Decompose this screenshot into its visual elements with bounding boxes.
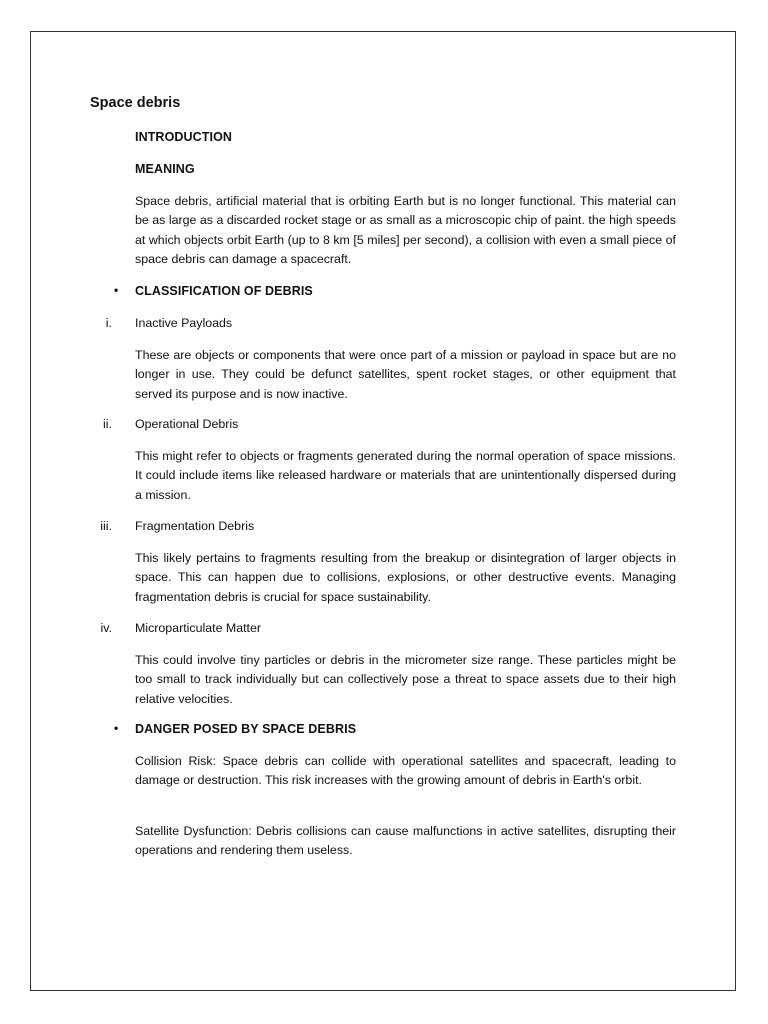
- item-label: Microparticulate Matter: [135, 621, 262, 635]
- item-numeral: iii.: [100, 519, 112, 533]
- item-label: Operational Debris: [135, 417, 239, 431]
- item-numeral: iv.: [100, 621, 112, 635]
- item-paragraph: This might refer to objects or fragments generated during the normal operation of space missions. It could include items like released hardware or materials that are unintentionally dispersed during a mission.: [135, 449, 676, 502]
- introduction-heading: INTRODUCTION: [135, 130, 233, 144]
- item-paragraph: This likely pertains to fragments resulting from the breakup or disintegration of larger objects in space. This can happen due to collisions, explosions, or other destructive events. Managing fragmentation debris is crucial for space sustainability.: [135, 551, 676, 604]
- danger-paragraph: Collision Risk: Space debris can collide with operational satellites and spacecraft, leading to damage or destruction. This risk increases with the growing amount of debris in Earth's orbit.: [135, 754, 676, 788]
- item-numeral: ii.: [103, 417, 112, 431]
- danger-bullet: •: [114, 721, 119, 735]
- classification-bullet: •: [114, 283, 119, 297]
- item-paragraph: These are objects or components that were once part of a mission or payload in space but are no longer in use. They could be defunct satellites, spent rocket stages, or other equipment that served its purpose and is now inactive.: [135, 348, 676, 401]
- item-paragraph: This could involve tiny particles or debris in the micrometer size range. These particles might be too small to track individually but can collectively pose a threat to space assets due to their high relative velocities.: [135, 653, 676, 706]
- document-title: Space debris: [90, 95, 181, 111]
- item-label: Inactive Payloads: [135, 316, 233, 330]
- meaning-heading: MEANING: [135, 162, 195, 176]
- classification-heading: CLASSIFICATION OF DEBRIS: [135, 284, 313, 298]
- danger-heading: DANGER POSED BY SPACE DEBRIS: [135, 722, 357, 736]
- danger-paragraph: Satellite Dysfunction: Debris collisions can cause malfunctions in active satellites, disrupting their operations and rendering them useless.: [135, 824, 676, 858]
- item-label: Fragmentation Debris: [135, 519, 255, 533]
- meaning-paragraph: Space debris, artificial material that is orbiting Earth but is no longer functional. This material can be as large as a discarded rocket stage or as small as a microscopic chip of paint. the high speeds at which objects orbit Earth (up to 8 km [5 miles] per second), a collision with even a small piece of space debris can damage a spacecraft.: [135, 194, 676, 266]
- item-numeral: i.: [105, 316, 112, 330]
